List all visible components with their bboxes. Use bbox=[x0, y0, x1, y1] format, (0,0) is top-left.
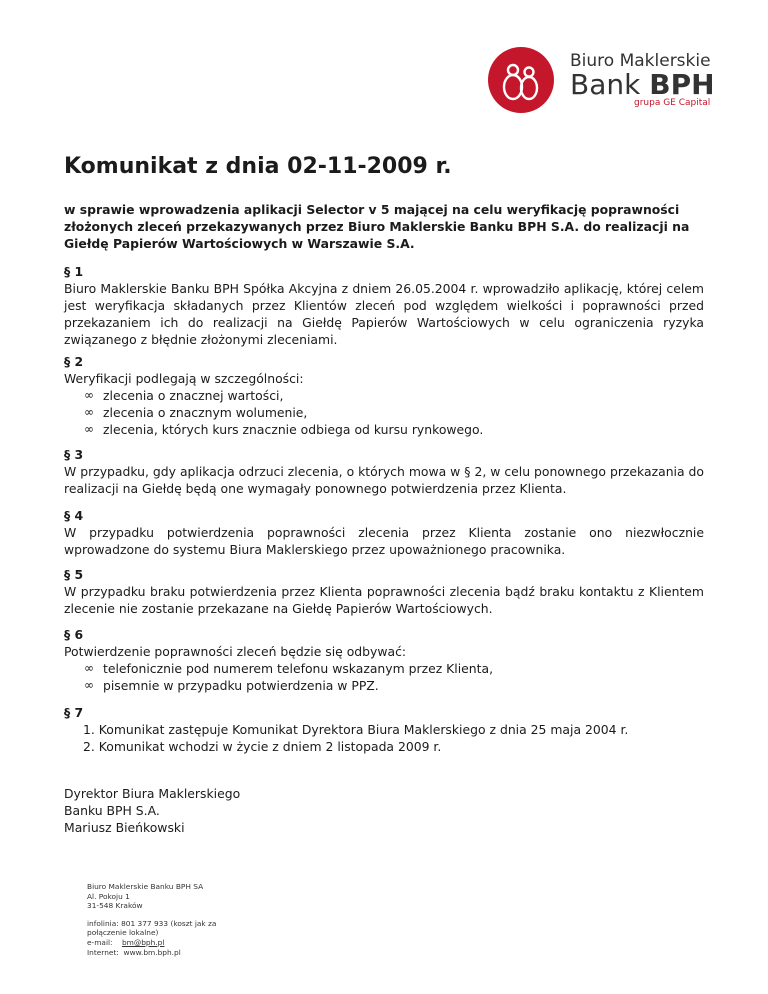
list-item: ∞ zlecenia o znacznym wolumenie, bbox=[84, 405, 308, 420]
footer-internet-row bbox=[87, 948, 216, 958]
footer-email-link[interactable]: bm@bph.pl bbox=[121, 937, 165, 947]
section-3 bbox=[64, 446, 704, 497]
verification-list bbox=[64, 387, 704, 438]
footer-city: 31-548 Kraków bbox=[87, 901, 143, 911]
footer-infolinia: infolinia: 801 377 933 (koszt jak za bbox=[87, 918, 217, 928]
section-heading: § 7 bbox=[64, 705, 84, 720]
list-item: ∞ zlecenia o znacznej wartości, bbox=[84, 388, 284, 403]
section-4 bbox=[64, 507, 704, 558]
infinity-bullet-icon: ∞ bbox=[84, 661, 94, 675]
signature-name: Mariusz Bieńkowski bbox=[64, 820, 185, 835]
logo-text-line1: Biuro Maklerskie bbox=[570, 51, 711, 71]
section-2 bbox=[64, 353, 704, 438]
footer-infolinia-cont: połączenie lokalne) bbox=[87, 928, 159, 938]
section-intro: Weryfikacji podlegają w szczególności: bbox=[64, 371, 304, 386]
footer-email-label: e-mail: bbox=[87, 937, 113, 947]
section-1 bbox=[64, 263, 704, 348]
signature-block bbox=[64, 785, 240, 836]
section-5 bbox=[64, 566, 704, 617]
section-heading: § 6 bbox=[64, 627, 84, 642]
section-heading: § 3 bbox=[64, 447, 84, 462]
section-heading: § 4 bbox=[64, 508, 84, 523]
document-title: Komunikat z dnia 02-11-2009 r. bbox=[64, 154, 452, 179]
section-text: W przypadku potwierdzenia poprawności zlecenia przez Klienta zostanie ono niezwłocznie wprowadzone do systemu Biura Maklerskiego przez upoważnionego pracownika. bbox=[64, 525, 704, 557]
section-heading: § 1 bbox=[64, 264, 84, 279]
footer-street: Al. Pokoju 1 bbox=[87, 891, 130, 901]
list-item: ∞ pisemnie w przypadku potwierdzenia w PPZ. bbox=[84, 678, 379, 693]
list-item: ∞ telefonicznie pod numerem telefonu wskazanym przez Klienta, bbox=[84, 661, 494, 676]
section-intro: Potwierdzenie poprawności zleceń będzie się odbywać: bbox=[64, 644, 407, 659]
logo-tagline: grupa GE Capital bbox=[634, 98, 711, 108]
footer-email-row bbox=[87, 938, 216, 948]
bph-logo-icon bbox=[488, 47, 554, 113]
final-provisions-list bbox=[64, 721, 704, 755]
section-text: W przypadku braku potwierdzenia przez Klienta poprawności zlecenia bądź braku kontaktu z Klientem zlecenie nie zostanie przekazane na Giełdę Papierów Wartościowych. bbox=[64, 584, 704, 616]
section-heading: § 2 bbox=[64, 354, 84, 369]
infinity-bullet-icon: ∞ bbox=[84, 422, 94, 436]
footer-contact bbox=[87, 882, 216, 957]
list-item: 1. Komunikat zastępuje Komunikat Dyrektora Biura Maklerskiego z dnia 25 maja 2004 r. bbox=[83, 722, 629, 737]
confirmation-list bbox=[64, 660, 704, 694]
footer-company: Biuro Maklerskie Banku BPH SA bbox=[87, 882, 204, 891]
section-6 bbox=[64, 626, 704, 694]
section-text: Biuro Maklerskie Banku BPH Spółka Akcyjna z dniem 26.05.2004 r. wprowadziło aplikację, której celem jest weryfikacja składanych przez Klientów zleceń pod względem wielkości i poprawności przed przekazaniem ich do realizacji na Giełdę Papierów Wartościowych w celu ograniczenia ryzyka związanego z błędnie złożonymi zleceniami. bbox=[64, 281, 704, 347]
infinity-bullet-icon: ∞ bbox=[84, 405, 94, 419]
logo-bph-word: BPH bbox=[649, 68, 715, 101]
footer-internet-link[interactable]: www.bm.bph.pl bbox=[123, 947, 181, 957]
section-text: W przypadku, gdy aplikacja odrzuci zlecenia, o których mowa w § 2, w celu ponownego przekazania do realizacji na Giełdę będą one wymagały ponownego potwierdzenia przez Klienta. bbox=[64, 464, 704, 496]
signature-title: Dyrektor Biura Maklerskiego bbox=[64, 786, 241, 801]
logo-bank-word: Bank bbox=[570, 68, 641, 101]
list-item: ∞ zlecenia, których kurs znacznie odbiega od kursu rynkowego. bbox=[84, 422, 484, 437]
footer-internet-label: Internet: bbox=[87, 947, 119, 957]
section-heading: § 5 bbox=[64, 567, 84, 582]
signature-company: Banku BPH S.A. bbox=[64, 803, 160, 818]
logo-text-line2 bbox=[570, 69, 715, 101]
bank-logo bbox=[488, 47, 718, 113]
infinity-bullet-icon: ∞ bbox=[84, 388, 94, 402]
section-7 bbox=[64, 704, 704, 755]
list-item: 2. Komunikat wchodzi w życie z dniem 2 listopada 2009 r. bbox=[83, 739, 442, 754]
infinity-bullet-icon: ∞ bbox=[84, 678, 94, 692]
document-subtitle: w sprawie wprowadzenia aplikacji Selector v 5 mającej na celu weryfikację poprawności złożonych zleceń przekazywanych przez Biuro Maklerskie Banku BPH S.A. do realizacji na Giełdę Papierów Wartościowych w Warszawie S.A. bbox=[64, 202, 690, 251]
